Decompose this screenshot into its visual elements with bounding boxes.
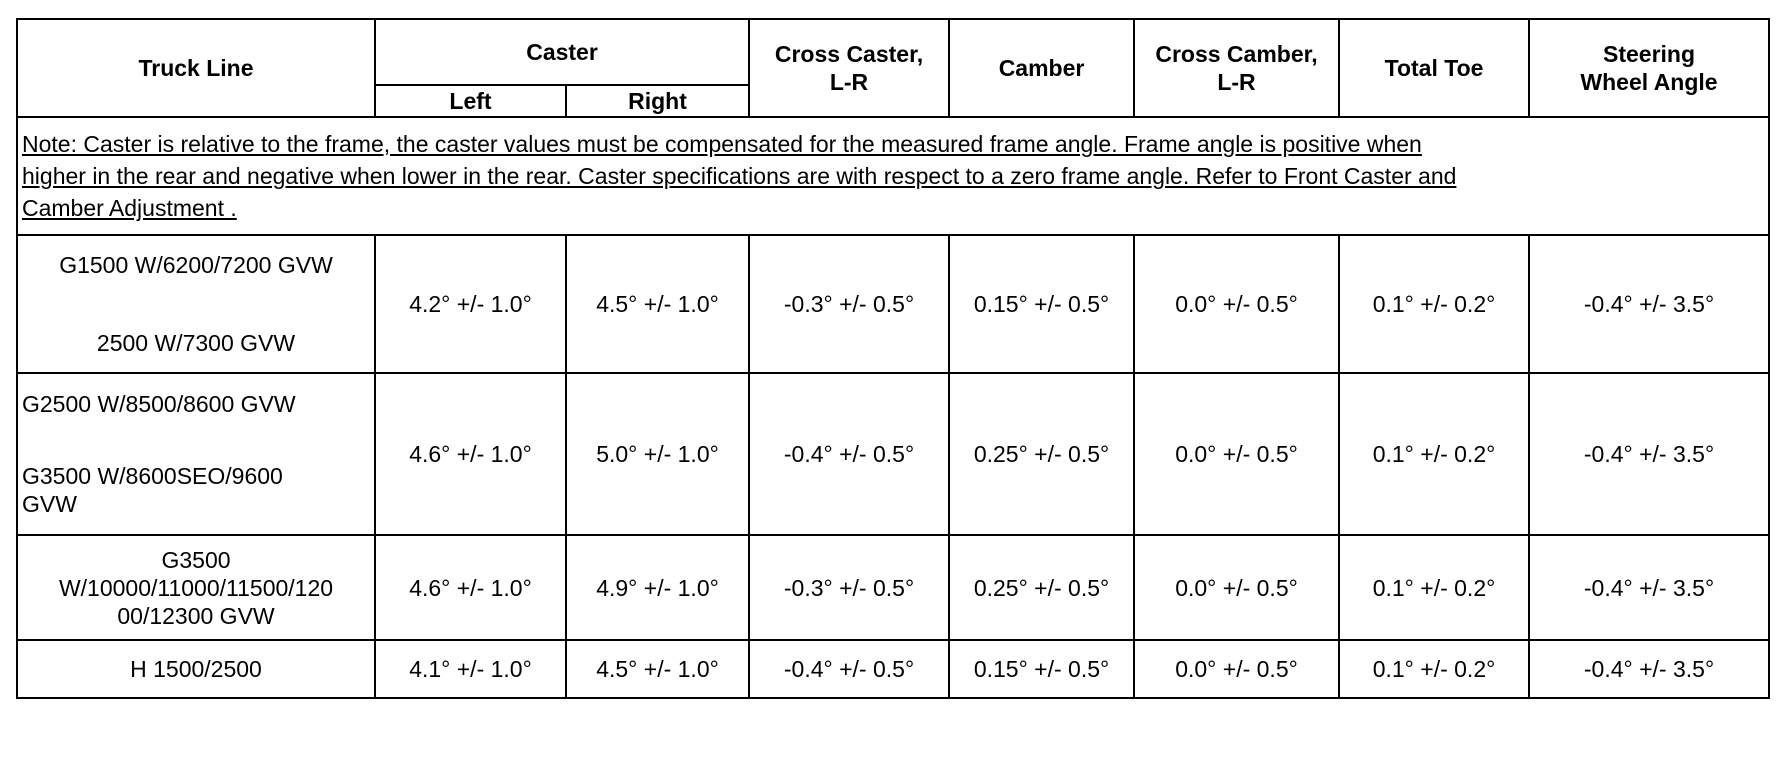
note-line3: Camber Adjustment . [22,195,237,221]
total-toe-cell: 0.1° +/- 0.2° [1339,640,1529,698]
camber-cell: 0.25° +/- 0.5° [949,373,1134,535]
cross-camber-cell: 0.0° +/- 0.5° [1134,235,1339,373]
header-truck-line: Truck Line [17,19,375,117]
caster-left-cell: 4.2° +/- 1.0° [375,235,566,373]
note-line1: Note: Caster is relative to the frame, the caster values must be compensated for the measured frame angle. Frame angle is positive when [22,131,1422,157]
note-line2: higher in the rear and negative when lower in the rear. Caster specifications are with respect to a zero frame angle. Refer to Front Caster and [22,163,1457,189]
header-caster: Caster [375,19,749,85]
caster-left-cell: 4.6° +/- 1.0° [375,535,566,640]
table-row [17,373,1769,535]
total-toe-cell: 0.1° +/- 0.2° [1339,235,1529,373]
truck-line-text: G2500 W/8500/8600 GVW [22,391,296,417]
header-caster-left: Left [375,85,566,117]
cross-camber-cell: 0.0° +/- 0.5° [1134,373,1339,535]
note-row [17,117,1769,235]
truck-line-text: G3500 [161,546,231,573]
caster-left-cell: 4.6° +/- 1.0° [375,373,566,535]
note-cell [17,117,1769,235]
header-row [17,19,1769,85]
truck-line-text: G3500 W/8600SEO/9600 [22,463,283,489]
cross-caster-cell: -0.4° +/- 0.5° [749,373,949,535]
steering-angle-cell: -0.4° +/- 3.5° [1529,373,1769,535]
camber-cell: 0.25° +/- 0.5° [949,535,1134,640]
table-row [17,640,1769,698]
header-cross-caster [749,19,949,117]
header-steering-line1: Steering [1603,41,1696,67]
total-toe-cell: 0.1° +/- 0.2° [1339,373,1529,535]
truck-line-text: W/10000/11000/11500/120 [58,574,334,601]
steering-angle-cell: -0.4° +/- 3.5° [1529,535,1769,640]
steering-angle-cell: -0.4° +/- 3.5° [1529,640,1769,698]
truck-line-cell [17,373,375,535]
caster-left-cell: 4.1° +/- 1.0° [375,640,566,698]
alignment-spec-table [16,18,1770,699]
header-cross-camber-line1: Cross Camber, [1155,41,1318,67]
truck-line-text: 2500 W/7300 GVW [96,330,296,356]
table-row [17,235,1769,373]
header-steering-line2: Wheel Angle [1580,69,1718,95]
cross-caster-cell: -0.3° +/- 0.5° [749,235,949,373]
header-cross-caster-line1: Cross Caster, [774,41,924,67]
steering-angle-cell: -0.4° +/- 3.5° [1529,235,1769,373]
cross-camber-cell: 0.0° +/- 0.5° [1134,640,1339,698]
caster-right-cell: 4.5° +/- 1.0° [566,235,749,373]
truck-line-text: 00/12300 GVW [117,602,275,629]
cross-caster-cell: -0.3° +/- 0.5° [749,535,949,640]
header-caster-right: Right [566,85,749,117]
header-cross-camber-line2: L-R [1217,69,1256,95]
cross-caster-cell: -0.4° +/- 0.5° [749,640,949,698]
camber-cell: 0.15° +/- 0.5° [949,640,1134,698]
caster-right-cell: 5.0° +/- 1.0° [566,373,749,535]
truck-line-cell: H 1500/2500 [17,640,375,698]
header-steering-wheel-angle [1529,19,1769,117]
header-camber: Camber [949,19,1134,117]
header-total-toe: Total Toe [1339,19,1529,117]
caster-right-cell: 4.9° +/- 1.0° [566,535,749,640]
caster-right-cell: 4.5° +/- 1.0° [566,640,749,698]
truck-line-cell [17,535,375,640]
truck-line-text: GVW [22,491,77,517]
total-toe-cell: 0.1° +/- 0.2° [1339,535,1529,640]
truck-line-cell [17,235,375,373]
header-cross-camber [1134,19,1339,117]
cross-camber-cell: 0.0° +/- 0.5° [1134,535,1339,640]
table-row [17,535,1769,640]
camber-cell: 0.15° +/- 0.5° [949,235,1134,373]
truck-line-text: G1500 W/6200/7200 GVW [59,252,333,278]
header-cross-caster-line2: L-R [829,69,869,95]
